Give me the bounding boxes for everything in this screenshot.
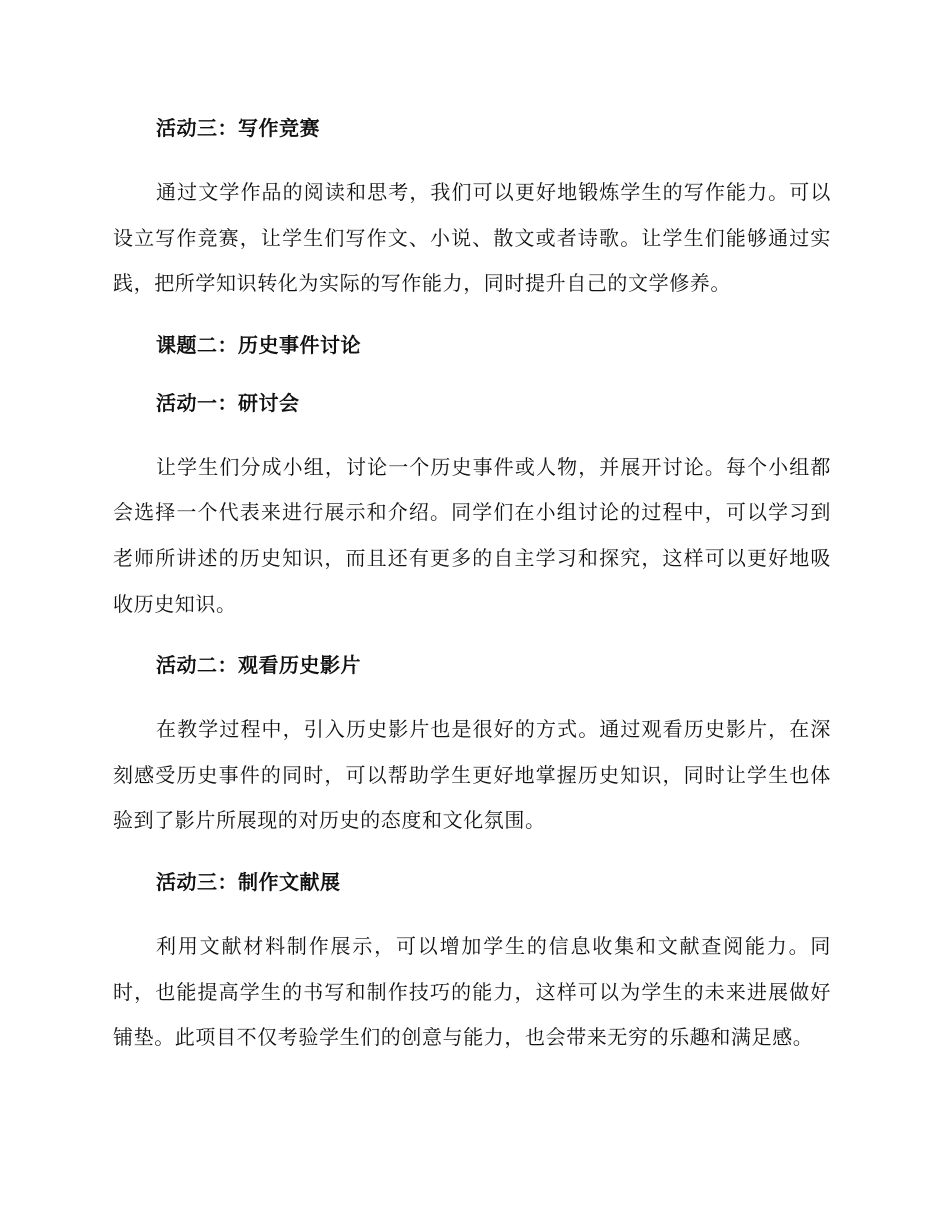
paragraph-history-films: 在教学过程中，引入历史影片也是很好的方式。通过观看历史影片，在深刻感受历史事件的同时，可以帮助学生更好地掌握历史知识，同时让学生也体验到了影片所展现的对历史的态度和文化氛围。: [113, 717, 831, 833]
paragraph-writing-contest: 通过文学作品的阅读和思考，我们可以更好地锻炼学生的写作能力。可以设立写作竞赛，让学生们写作文、小说、散文或者诗歌。让学生们能够通过实践，把所学知识转化为实际的写作能力，同时提升自己的文学修养。: [113, 180, 831, 296]
paragraph-seminar: 让学生们分成小组，讨论一个历史事件或人物，并展开讨论。每个小组都会选择一个代表来进行展示和介绍。同学们在小组讨论的过程中，可以学习到老师所讲述的历史知识，而且还有更多的自主学习和探究，这样可以更好地吸收历史知识。: [113, 454, 831, 616]
heading-activity-one-seminar: 活动一：研讨会: [156, 390, 300, 415]
heading-activity-three-exhibition: 活动三：制作文献展: [156, 869, 341, 894]
heading-topic-two-history: 课题二：历史事件讨论: [156, 332, 361, 357]
heading-activity-two-films: 活动二：观看历史影片: [156, 653, 361, 678]
heading-activity-three-writing: 活动三：写作竞赛: [156, 116, 320, 140]
document-body: [113, 112, 831, 1087]
paragraph-literature-exhibition: 利用文献材料制作展示，可以增加学生的信息收集和文献查阅能力。同时，也能提高学生的书写和制作技巧的能力，这样可以为学生的未来进展做好铺垫。此项目不仅考验学生们的创意与能力，也会带来无穷的乐趣和满足感。: [113, 933, 831, 1050]
